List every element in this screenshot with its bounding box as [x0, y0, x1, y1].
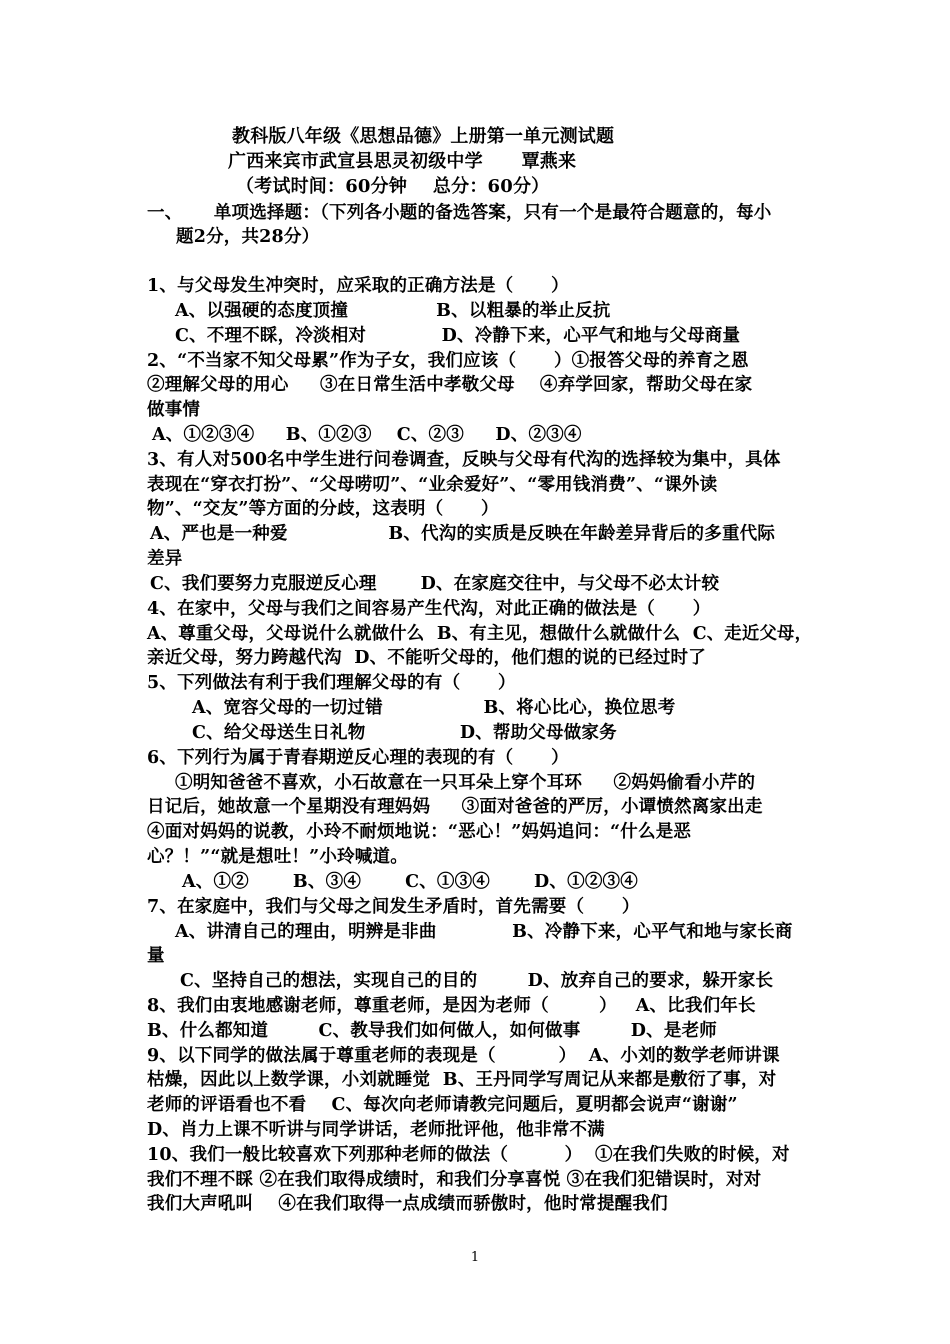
- question-6-item-1: ①明知爸爸不喜欢，小石故意在一只耳朵上穿个耳环 ②妈妈偷看小芹的: [175, 773, 756, 793]
- question-2-stem-end: 做事情: [147, 400, 201, 420]
- question-3-stem-cont: 表现在“穿衣打扮”、“父母唠叨”、“业余爱好”、“零用钱消费”、“课外读: [147, 475, 718, 495]
- question-8-options: B、什么都知道 C、教导我们如何做人，如何做事 D、是老师: [147, 1021, 717, 1041]
- question-7-options-cd: C、坚持自己的想法，实现自己的目的 D、放弃自己的要求，躲开家长: [180, 971, 774, 991]
- question-2-stem-cont: ②理解父母的用心 ③在日常生活中孝敬父母 ④弃学回家，帮助父母在家: [147, 375, 753, 395]
- question-3-options-cd: C、我们要努力克服逆反心理 D、在家庭交往中，与父母不必太计较: [150, 574, 720, 594]
- question-5-options-cd: C、给父母送生日礼物 D、帮助父母做家务: [192, 723, 617, 743]
- question-9-options: 枯燥，因此以上数学课，小刘就睡觉 B、王丹同学写周记从来都是敷衍了事，对: [147, 1070, 777, 1090]
- question-4-stem: 4、在家中，父母与我们之间容易产生代沟，对此正确的做法是（ ）: [147, 599, 711, 619]
- question-7-stem: 7、在家庭中，我们与父母之间发生矛盾时，首先需要（ ）: [147, 897, 640, 917]
- question-3-stem-end: 物”、“交友”等方面的分歧，这表明（ ）: [147, 499, 499, 519]
- question-6-item-4-cont: 心？！”“就是想吐！”小玲喊道。: [147, 847, 408, 867]
- question-1-stem: 1、与父母发生冲突时，应采取的正确方法是（ ）: [147, 276, 569, 296]
- question-7-options-ab: A、讲清自己的理由，明辨是非曲 B、冷静下来，心平气和地与家长商: [175, 922, 793, 942]
- question-6-item-4: ④面对妈妈的说教，小玲不耐烦地说：“恶心！”妈妈追问：“什么是恶: [147, 822, 692, 842]
- question-6-stem: 6、下列行为属于青春期逆反心理的表现的有（ ）: [147, 748, 569, 768]
- question-3-stem: 3、有人对500名中学生进行问卷调查，反映与父母有代沟的选择较为集中，具体: [147, 450, 781, 470]
- question-5-stem: 5、下列做法有利于我们理解父母的有（ ）: [147, 673, 516, 693]
- question-4-options: A、尊重父母，父母说什么就做什么 B、有主见，想做什么就做什么 C、走近父母，: [147, 624, 813, 644]
- question-2-options: A、①②③④ B、①②③ C、②③ D、②③④: [152, 425, 582, 445]
- question-3-options-ab: A、严也是一种爱 B、代沟的实质是反映在年龄差异背后的多重代际: [150, 524, 776, 544]
- question-6-item-2: 日记后，她故意一个星期没有理妈妈 ③面对爸爸的严厉，小谭愤然离家出走: [147, 797, 763, 817]
- question-10-items-cont: 我们大声吼叫 ④在我们取得一点成绩而骄傲时，他时常提醒我们: [147, 1194, 668, 1214]
- question-9-stem: 9、以下同学的做法属于尊重老师的表现是（ ） A、小刘的数学老师讲课: [147, 1046, 780, 1066]
- exam-title: 教科版八年级《思想品德》上册第一单元测试题: [232, 126, 615, 147]
- school-author: 广西来宾市武宣县思灵初级中学 覃燕来: [228, 151, 577, 172]
- question-3-option-b-cont: 差异: [147, 549, 183, 569]
- section-heading-cont: 题2分，共28分）: [176, 227, 320, 247]
- section-heading: 一、 单项选择题：（下列各小题的备选答案，只有一个是最符合题意的，每小: [147, 203, 772, 223]
- page-number: 1: [470, 1250, 480, 1265]
- question-4-options-cont: 亲近父母，努力跨越代沟 D、不能听父母的，他们想的说的已经过时了: [147, 648, 706, 668]
- question-8-stem: 8、我们由衷地感谢老师，尊重老师，是因为老师（ ） A、比我们年长: [147, 996, 756, 1016]
- question-9-options-cont: 老师的评语看也不看 C、每次向老师请教完问题后，夏明都会说声“谢谢”: [147, 1095, 738, 1115]
- question-5-options-ab: A、宽容父母的一切过错 B、将心比心，换位思考: [192, 698, 676, 718]
- question-6-options: A、①② B、③④ C、①③④ D、①②③④: [182, 872, 638, 892]
- question-10-stem: 10、我们一般比较喜欢下列那种老师的做法（ ） ①在我们失败的时候，对: [147, 1145, 790, 1165]
- question-1-options-cd: C、不理不睬，冷淡相对 D、冷静下来，心平气和地与父母商量: [175, 326, 741, 346]
- question-9-option-d: D、肖力上课不听讲与同学讲话，老师批评他，他非常不满: [147, 1120, 605, 1140]
- question-7-option-b-cont: 量: [147, 946, 165, 966]
- exam-info: （考试时间：60分钟 总分：60分）: [236, 176, 550, 197]
- question-2-stem: 2、“不当家不知父母累”作为子女，我们应该（ ）①报答父母的养育之恩: [147, 351, 749, 371]
- question-10-items: 我们不理不睬 ②在我们取得成绩时，和我们分享喜悦 ③在我们犯错误时，对对: [147, 1170, 762, 1190]
- question-1-options-ab: A、以强硬的态度顶撞 B、以粗暴的举止反抗: [175, 301, 611, 321]
